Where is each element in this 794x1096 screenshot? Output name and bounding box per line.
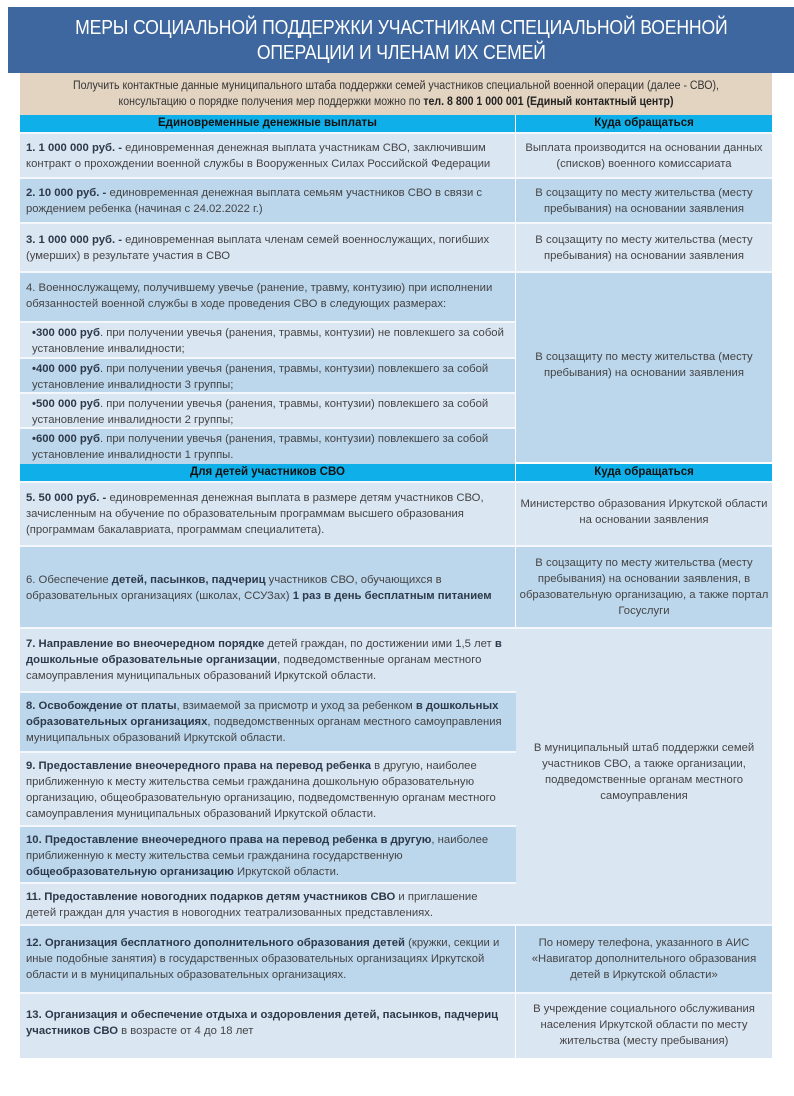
- where-cell: В соцзащиту по месту жительства (месту пребывания) на основании заявления: [516, 273, 772, 462]
- grouped-rows-7-11: [20, 627, 772, 924]
- amount: 2. 10 000 руб. -: [26, 187, 107, 199]
- contact-phone: тел. 8 800 1 000 001 (Единый контактный центр): [423, 96, 674, 108]
- section-children: [20, 464, 772, 1058]
- measure-text: , подведомственные органам местного самоуправления муниципальных образований Иркутской области.: [26, 654, 482, 682]
- injury-item: [20, 321, 515, 357]
- measure-text: участников СВО, обучающихся в образовательных организациях (школах, ССУЗах): [26, 573, 442, 602]
- measure-text: Иркутской области.: [233, 866, 340, 878]
- measure-cell: [20, 825, 516, 882]
- injury-item: [20, 357, 515, 392]
- injury-item: [20, 427, 515, 464]
- where-cell: Выплата производится на основании данных (списков) военного комиссариата: [525, 141, 763, 170]
- info-line-2: [50, 94, 742, 110]
- measure-cell: [20, 179, 516, 222]
- measure-cell: [20, 882, 516, 924]
- table-row: [20, 222, 772, 271]
- amount: 3. 1 000 000 руб. -: [26, 234, 123, 246]
- measure-text: единовременная выплата членам семей военнослужащих, погибших (умерших) в результате участия в СВО: [26, 234, 490, 262]
- header-measure: Для детей участников СВО: [20, 464, 516, 481]
- where-cell: В соцзащиту по месту жительства (месту пребывания) на основании заявления: [535, 233, 753, 262]
- measure-bold: 1 раз в день бесплатным питанием: [292, 589, 492, 602]
- amount: •500 000 руб: [32, 398, 100, 410]
- where-cell: В соцзащиту по месту жительства (месту пребывания) на основании заявления, в образовательную организацию, а также портал Госуслуги: [519, 557, 769, 617]
- measure-cell: [20, 629, 516, 691]
- measure-cell: [20, 751, 516, 825]
- injury-intro: 4. Военнослужащему, получившему увечье (ранение, травму, контузию) при исполнении обязанностей военной службы в ходе проведения СВО в следующих размерах:: [20, 273, 515, 321]
- injury-item: [20, 392, 515, 427]
- measure-bold: 8. Освобождение от платы: [26, 700, 177, 712]
- measure-bold: 7. Направление во внеочередном порядке: [26, 638, 265, 650]
- amount: 1. 1 000 000 руб. -: [26, 142, 123, 154]
- measure-text: , наиболее приближенную к месту жительства семьи гражданина государственную: [26, 834, 489, 862]
- item-text: . при получении увечья (ранения, травмы, контузии) повлекшего за собой установление инвалидности 2 группы;: [32, 398, 489, 426]
- measure-cell: [20, 483, 516, 545]
- injury-cell: [20, 273, 516, 462]
- info-line-2-text: консультацию о порядке получения мер поддержки можно по: [118, 96, 424, 108]
- section-lump-sum-payments: [20, 115, 772, 462]
- section-header: [20, 115, 772, 132]
- measure-text: в другую, наиболее приближенную к месту жительства семьи гражданина дошкольную образовательную организацию, общеобразовательную организацию, подведомственную органам местного самоуправления муниципальных образований Иркутской области.: [26, 760, 496, 820]
- where-cell: Министерство образования Иркутской области на основании заявления: [520, 498, 768, 526]
- header-measure: Единовременные денежные выплаты: [20, 115, 516, 132]
- measure-text: единовременная денежная выплата в размере детям участников СВО, зачисленным на обучение по образовательным программам высшего образования (программам бакалавриата, программам специалитета).: [26, 492, 484, 536]
- measure-bold: общеобразовательную организацию: [26, 866, 234, 878]
- measure-bold: 11. Предоставление новогодних подарков детям участников СВО: [26, 891, 396, 903]
- measure-text: единовременная денежная выплата участникам СВО, заключившим контракт о прохождении военной службы в Вооруженных Силах Российской Федерации: [26, 142, 491, 170]
- amount: •400 000 руб: [32, 363, 100, 375]
- contact-info-box: [20, 73, 772, 115]
- title-line-2: ОПЕРАЦИИ И ЧЛЕНАМ ИХ СЕМЕЙ: [256, 41, 546, 64]
- header-where: Куда обращаться: [594, 117, 694, 129]
- table-row: [20, 177, 772, 222]
- measure-cell: [20, 994, 516, 1058]
- measure-text: в возрасте от 4 до 18 лет: [118, 1025, 254, 1037]
- measure-text: , взимаемой за присмотр и уход за ребенком: [176, 700, 416, 712]
- info-line-1: Получить контактные данные муниципального штаба поддержки семей участников специальной военной операции (далее - СВО),: [73, 80, 719, 92]
- item-text: . при получении увечья (ранения, травмы, контузии) не повлекшего за собой установление инвалидности;: [32, 327, 504, 355]
- amount: •600 000 руб: [32, 433, 100, 445]
- measure-bold: 13. Организация и обеспечение отдыха и оздоровления детей, пасынков, падчериц участников СВО: [26, 1009, 499, 1037]
- section-header: [20, 464, 772, 481]
- page-title: [8, 7, 794, 73]
- table-row: [20, 132, 772, 177]
- measure-text: , подведомственных органам местного самоуправления муниципальных образований Иркутской области.: [26, 716, 502, 744]
- table-row: [20, 545, 772, 627]
- table-row: [20, 992, 772, 1058]
- where-cell: По номеру телефона, указанного в АИС «Навигатор дополнительного образования детей в Иркутской области»: [531, 937, 757, 981]
- measure-text: единовременная денежная выплата семьям участников СВО в связи с рождением ребенка (начиная с 24.02.2022 г.): [26, 187, 483, 215]
- item-text: . при получении увечья (ранения, травмы, контузии) повлекшего за собой установление инвалидности 1 группы.: [32, 433, 489, 461]
- header-where: Куда обращаться: [594, 466, 694, 478]
- measure-bold: в дошкольных образовательных организациях: [26, 700, 499, 728]
- measure-cell: [20, 691, 516, 751]
- measure-bold: 12. Организация бесплатного дополнительного образования детей: [26, 937, 405, 949]
- measure-cell: [20, 134, 516, 177]
- measure-cell: [20, 224, 516, 271]
- table-row-injury: [20, 271, 772, 462]
- grouped-measures: [20, 629, 516, 924]
- measure-cell: [20, 926, 516, 992]
- measure-text: (кружки, секции и иные подобные занятия) в государственных образовательных организациях Иркутской области и в муниципальных образовательных организациях.: [26, 937, 500, 981]
- amount: 5. 50 000 руб. -: [26, 492, 107, 504]
- measure-text: и приглашение детей граждан для участия в новогодних театрализованных представлениях.: [26, 891, 478, 919]
- measure-bold: детей, пасынков, падчериц: [111, 573, 266, 586]
- item-text: . при получении увечья (ранения, травмы, контузии) повлекшего за собой установление инвалидности 3 группы;: [32, 363, 489, 391]
- title-line-1: МЕРЫ СОЦИАЛЬНОЙ ПОДДЕРЖКИ УЧАСТНИКАМ СПЕЦИАЛЬНОЙ ВОЕННОЙ: [74, 16, 728, 39]
- measure-bold: 9. Предоставление внеочередного права на перевод ребенка: [26, 760, 372, 772]
- measure-bold: 10. Предоставление внеочередного права на перевод ребенка в другую: [26, 834, 432, 846]
- measure-cell: [20, 547, 516, 627]
- table-row: [20, 481, 772, 545]
- where-cell: В учреждение социального обслуживания населения Иркутской области по месту жительства (месту пребывания): [533, 1003, 755, 1047]
- amount: •300 000 руб: [32, 327, 100, 339]
- where-cell: В соцзащиту по месту жительства (месту пребывания) на основании заявления: [535, 186, 753, 215]
- measure-text: 6. Обеспечение: [26, 573, 112, 586]
- where-cell-group: В муниципальный штаб поддержки семей участников СВО, а также организации, подведомственные органам местного самоуправления: [516, 629, 772, 924]
- table-row: [20, 924, 772, 992]
- measure-text: детей граждан, по достижении ими 1,5 лет: [264, 638, 495, 650]
- measure-bold: в дошкольные образовательные организации: [26, 638, 502, 666]
